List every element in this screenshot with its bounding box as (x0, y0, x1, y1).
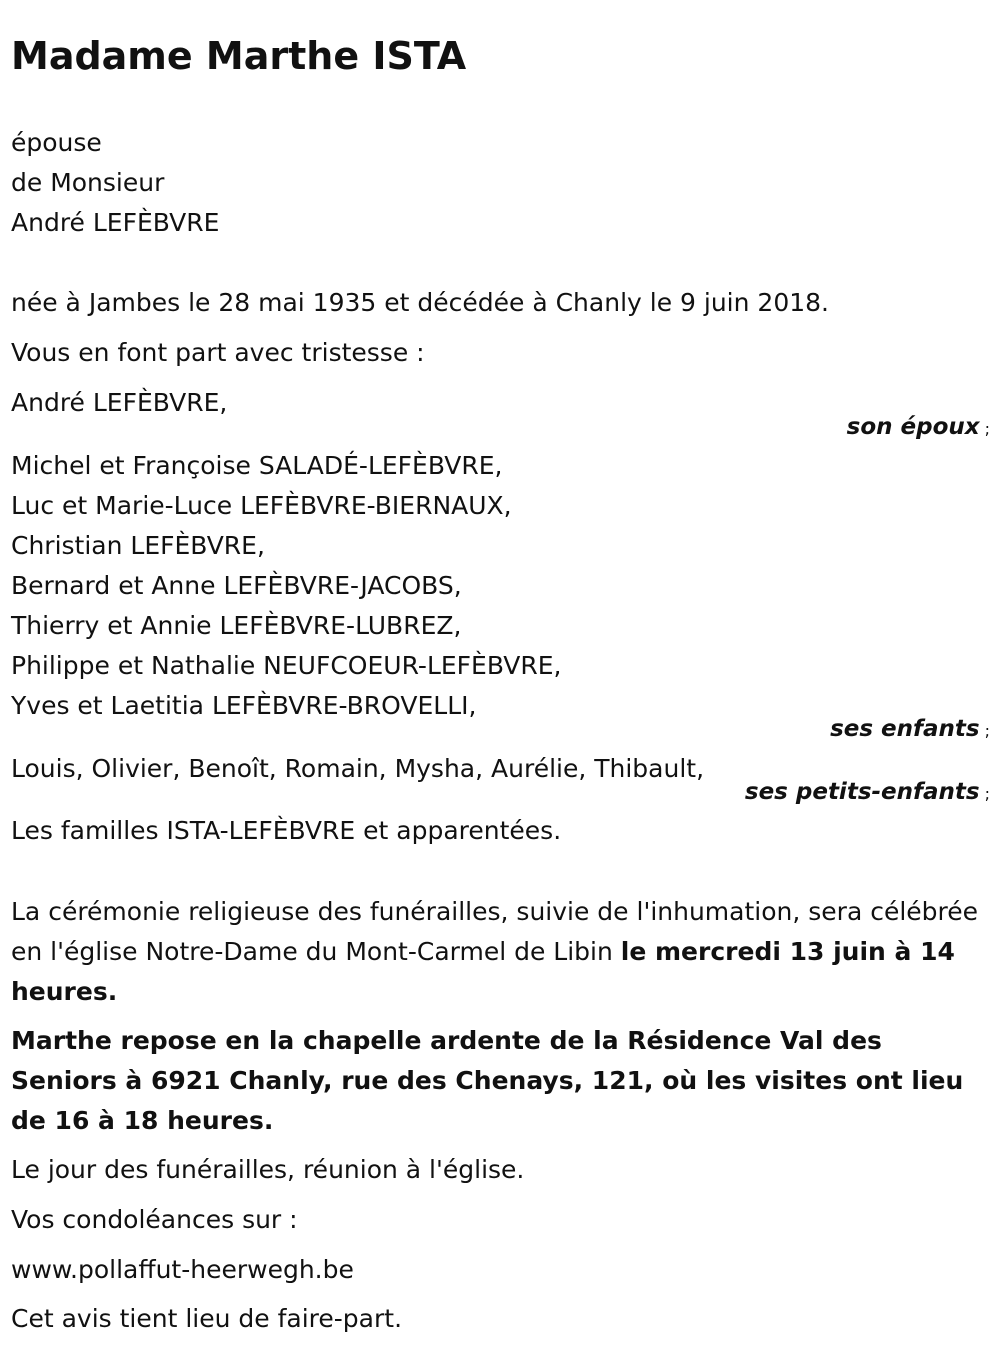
chapel-rest-paragraph: Marthe repose en la chapelle ardente de la Résidence Val des Seniors à 6921 Chanly, rue des Chenays, 121, où les visites ont lieu de 16 à 18 heures. (11, 1026, 964, 1135)
child-name: Michel et Françoise SALADÉ-LEFÈBVRE, (11, 451, 503, 480)
children-role-semicolon: ; (984, 721, 990, 740)
birth-death-line: née à Jambes le 28 mai 1935 et décédée à Chanly le 9 juin 2018. (11, 288, 829, 317)
spouse-name: André LEFÈBVRE, (11, 388, 228, 417)
spouse-role (847, 412, 990, 444)
grandchildren-role-label: ses petits-enfants (744, 779, 980, 805)
condolences-label: Vos condoléances sur : (11, 1205, 298, 1234)
children-role-label: ses enfants (830, 716, 980, 742)
families-line: Les familles ISTA-LEFÈBVRE et apparentées. (11, 816, 562, 845)
deceased-name-title: Madame Marthe ISTA (11, 34, 467, 78)
child-name: Yves et Laetitia LEFÈBVRE-BROVELLI, (11, 691, 477, 720)
ceremony-text: La cérémonie religieuse des funérailles, suivie de l'inhumation, sera célébrée en l'église Notre-Dame du Mont-Carmel de Libin (11, 897, 979, 966)
ceremony-date: le mercredi 13 juin à 14 heures. (11, 937, 955, 1006)
children-role (830, 714, 990, 746)
funeral-home-website: www.pollaffut-heerwegh.be (11, 1255, 354, 1284)
spouse-intro-line-2: de Monsieur (11, 168, 165, 197)
spouse-intro-line-3: André LEFÈBVRE (11, 208, 220, 237)
meeting-line: Le jour des funérailles, réunion à l'église. (11, 1155, 525, 1184)
closing-line: Cet avis tient lieu de faire-part. (11, 1304, 403, 1333)
spouse-intro-line-1: épouse (11, 128, 102, 157)
child-name: Philippe et Nathalie NEUFCOEUR-LEFÈBVRE, (11, 651, 562, 680)
grandchildren-names: Louis, Olivier, Benoît, Romain, Mysha, Aurélie, Thibault, (11, 754, 705, 783)
grandchildren-role-semicolon: ; (984, 784, 990, 803)
announcement-line: Vous en font part avec tristesse : (11, 338, 425, 367)
child-name: Luc et Marie-Luce LEFÈBVRE-BIERNAUX, (11, 491, 512, 520)
spouse-role-semicolon: ; (984, 419, 990, 438)
child-name: Bernard et Anne LEFÈBVRE-JACOBS, (11, 571, 462, 600)
child-name: Christian LEFÈBVRE, (11, 531, 265, 560)
child-name: Thierry et Annie LEFÈBVRE-LUBREZ, (11, 611, 462, 640)
ceremony-paragraph (11, 892, 986, 1012)
grandchildren-role (745, 777, 990, 809)
spouse-role-label: son époux (846, 414, 980, 440)
